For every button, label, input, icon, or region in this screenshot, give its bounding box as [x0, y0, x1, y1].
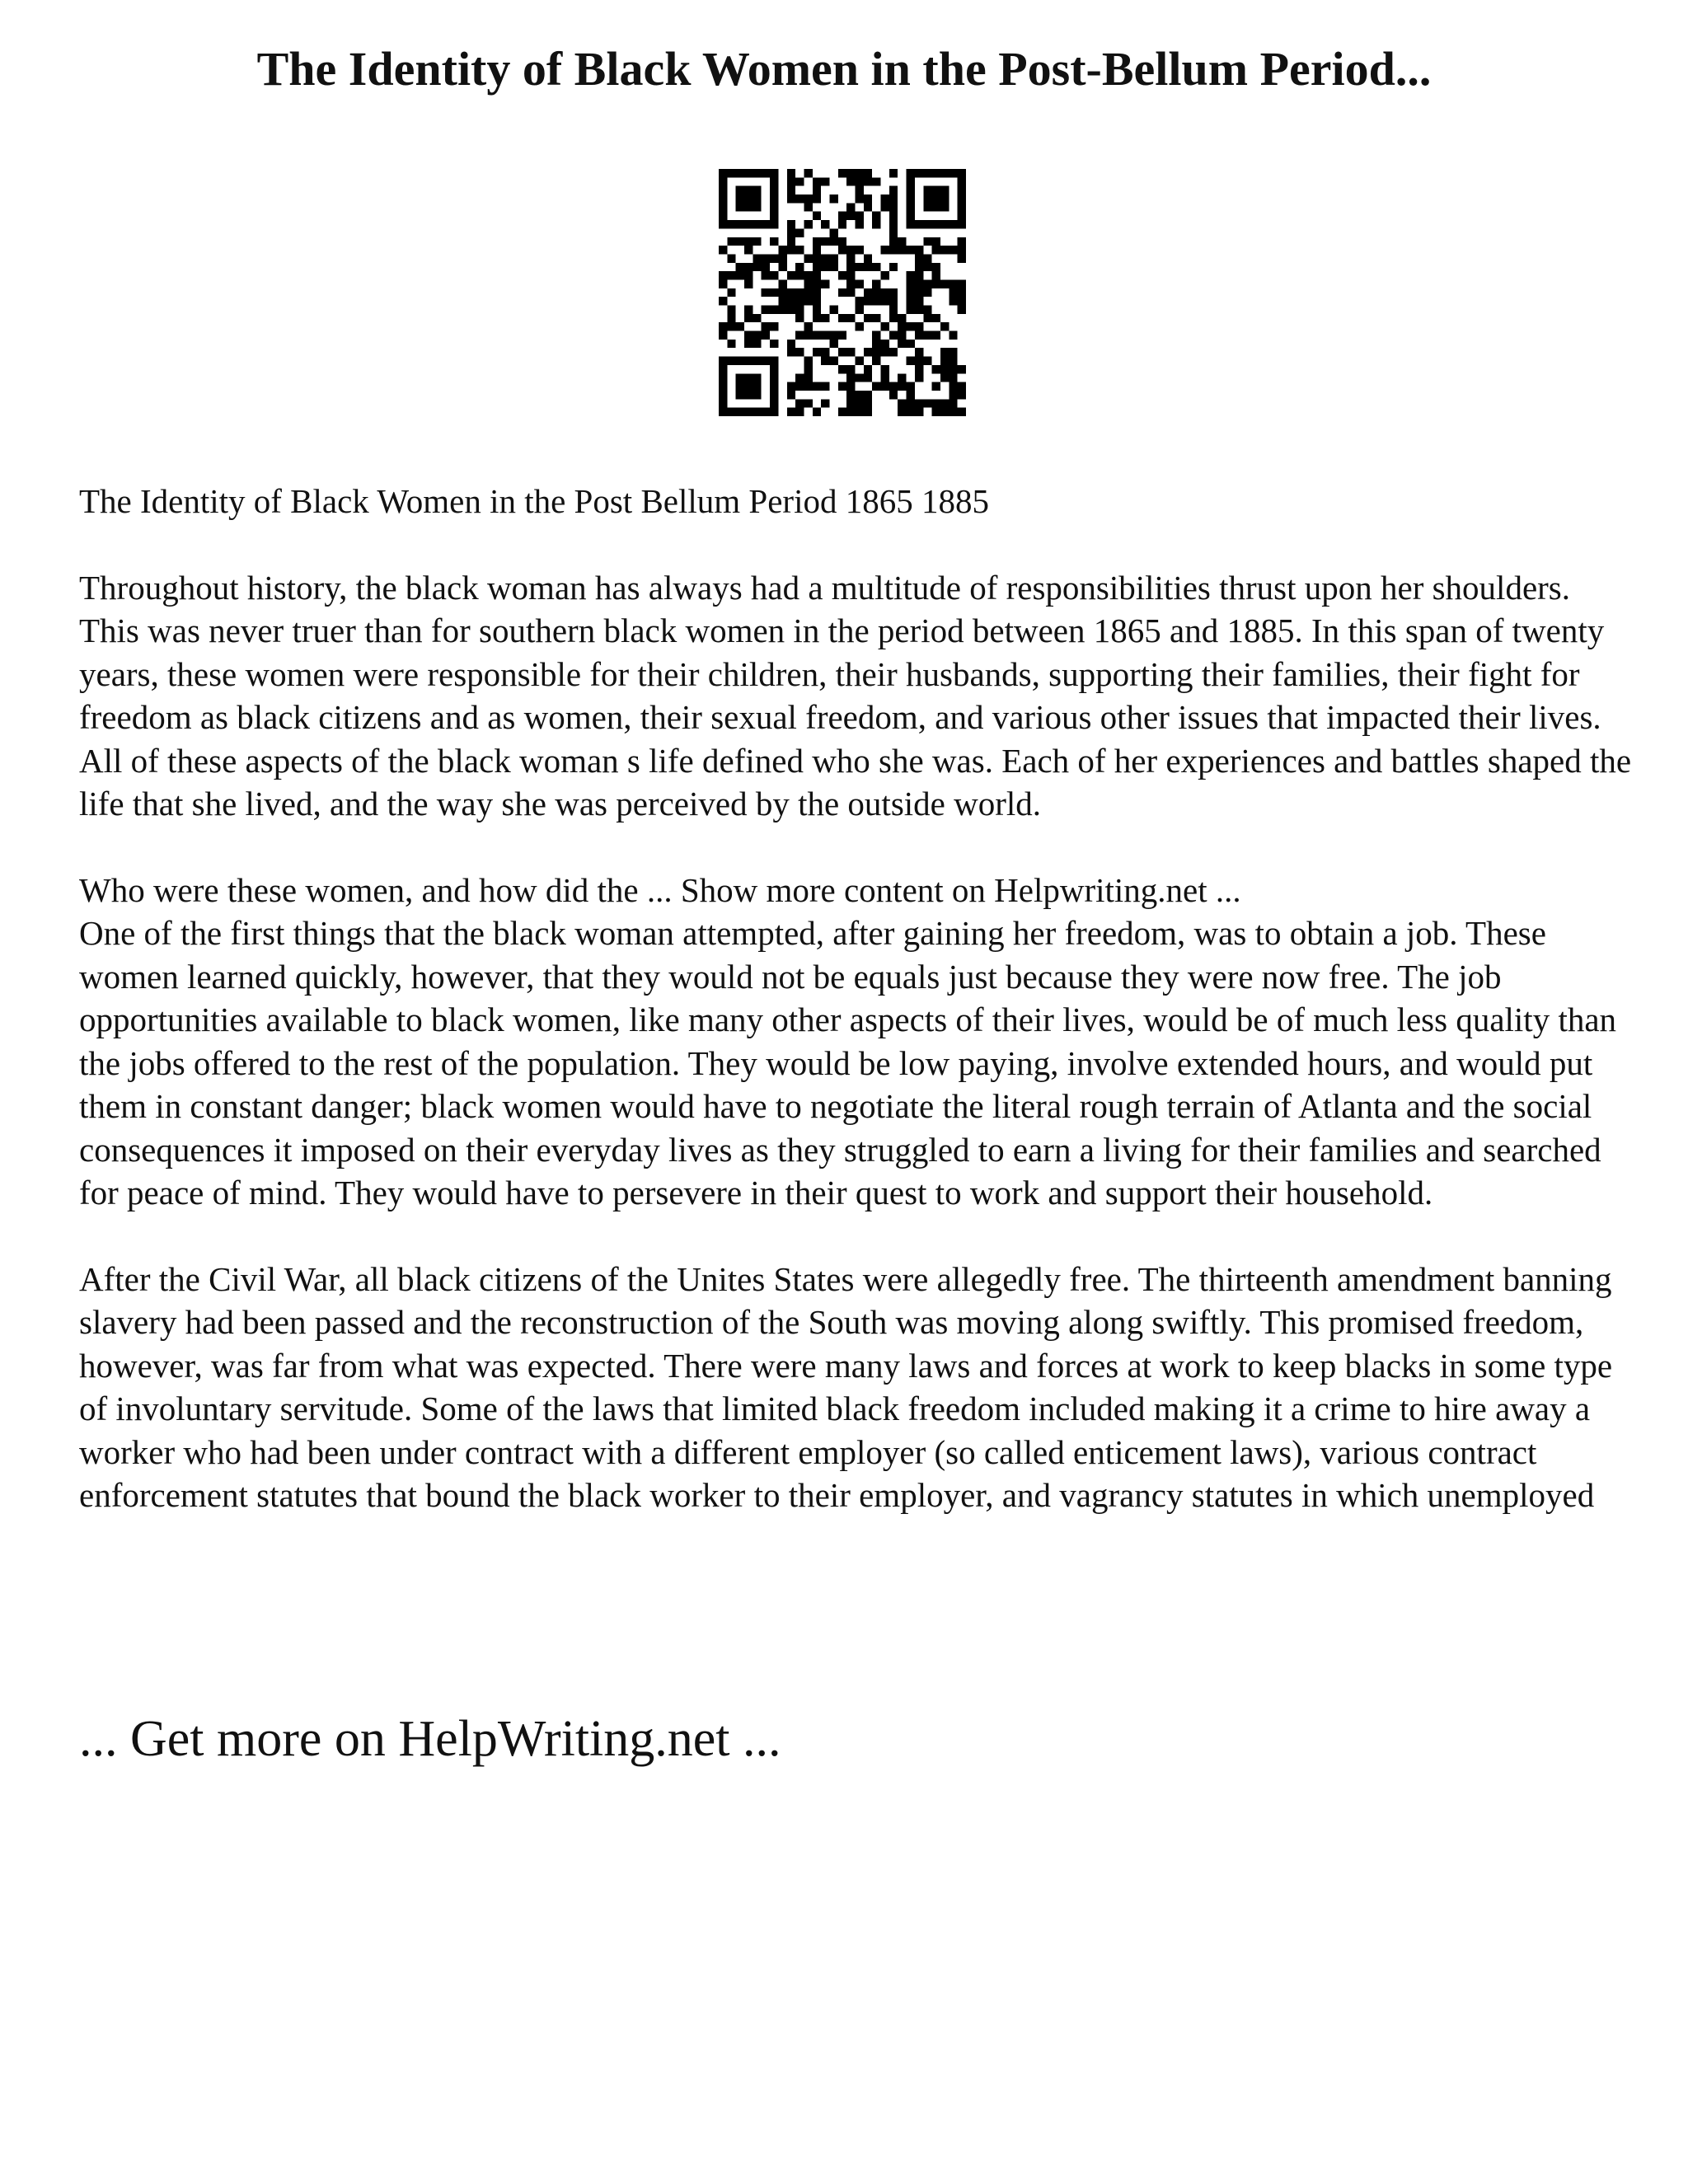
show-more-link[interactable]: Who were these women, and how did the ... Show more content on Helpwriting.net ...	[79, 870, 1241, 909]
qr-code-icon	[719, 169, 966, 416]
article-body	[79, 480, 1637, 1560]
paragraph-civil-war: After the Civil War, all black citizens of the Unites States were allegedly free. The thirteenth amendment banning slavery had been passed and the reconstruction of the South was moving along swiftly. This promised freedom, however, was far from what was expected. There were many laws and forces at work to keep blacks in some type of involuntary servitude. Some of the laws that limited black freedom included making it a crime to hire away a worker who had been under contract with a different employer (so called enticement laws), various contract enforcement statutes that bound the black worker to their employer, and vagrancy statutes in which unemployed	[79, 1259, 1613, 1514]
paragraph-employment: One of the first things that the black woman attempted, after gaining her freedom, was to obtain a job. These women learned quickly, however, that they would not be equals just because they were now free. The job opportunities available to black women, like many other aspects of their lives, would be of much less quality than the jobs offered to the rest of the population. They would be low paying, involve extended hours, and would put them in constant danger; black women would have to negotiate the literal rough terrain of Atlanta and the social consequences it imposed on their everyday lives as they struggled to earn a living for their families and searched for peace of mind. They would have to persevere in their quest to work and support their household.	[79, 914, 1617, 1212]
page-title: The Identity of Black Women in the Post-Bellum Period...	[256, 42, 1432, 96]
get-more-link[interactable]: ... Get more on HelpWriting.net ...	[79, 1711, 781, 1767]
article-subtitle: The Identity of Black Women in the Post Bellum Period 1865 1885	[79, 482, 989, 520]
paragraph-intro: Throughout history, the black woman has always had a multitude of responsibilities thrust upon her shoulders. This was never truer than for southern black women in the period between 1865 and 1885. In this span of twenty years, these women were responsible for their children, their husbands, supporting their families, their fight for freedom as black citizens and as women, their sexual freedom, and various other issues that impacted their lives. All of these aspects of the black woman s life defined who she was. Each of her experiences and battles shaped the life that she lived, and the way she was perceived by the outside world.	[79, 568, 1632, 823]
qr-code-graphic	[719, 169, 966, 416]
